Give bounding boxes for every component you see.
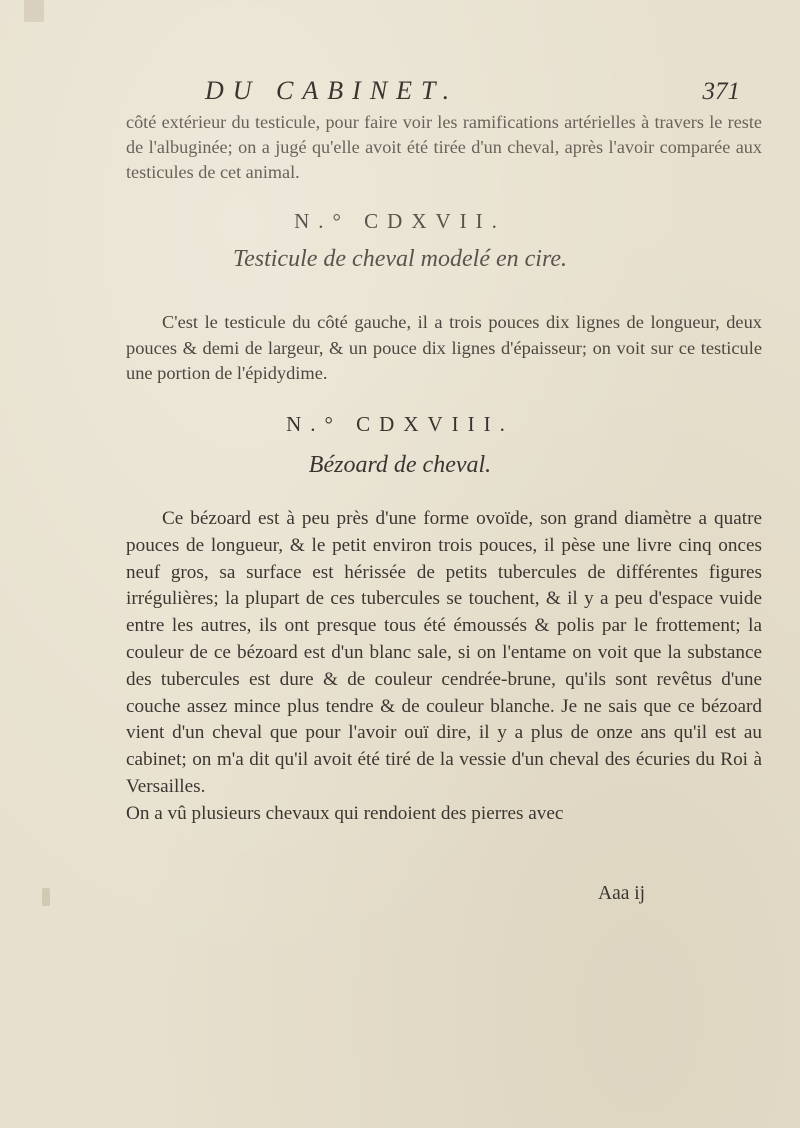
entry-number: N.° CDXVII. [294,209,506,233]
entry-title: Testicule de cheval modelé en cire. [232,246,568,272]
page-number: 371 [702,78,740,105]
signature-mark: Aaa ij [598,883,646,904]
entry-number: N.° CDXVIII. [286,412,514,436]
running-head [205,76,745,106]
entry-text [126,506,762,828]
paper-stain [24,0,44,22]
entry-text: C'est le testicule du côté gauche, il a trois pouces dix lignes de longueur, deux pouces & demi de largeur, & un pouce dix lignes d'épaisseur; on voit sur ce testicule une portion de l'épidydime. [126,312,762,384]
entry-text-body: Ce bézoard est à peu près d'une forme ovoïde, son grand diamètre a quatre pouces de longueur, & le petit environ trois pouces, il pèse une livre cinq onces neuf gros, sa surface est hérissée de petits tubercules de différentes figures irrégulières; la plupart de ces tubercules se touchent, & il y a peu d'espace vuide entre les autres, ils ont presque tous été émoussés & polis par le frottement; la couleur de ce bézoard est d'un blanc sale, si on l'entame on voit que la substance des tubercules est dure & de couleur cendrée-brune, qu'ils sont revêtus d'une couche assez mince plus tendre & de couleur blanche. Je ne sais que ce bézoard vient d'un cheval que pour l'avoir ouï dire, il y a plus de onze ans qu'il est au cabinet; on m'a dit qu'il avoit été tiré de la vessie d'un cheval des écuries du Roi à Versailles. [126,508,762,797]
running-title: DU CABINET. [205,76,459,105]
entry-title: Bézoard de cheval. [308,452,492,478]
entry-continuation: On a vû plusieurs chevaux qui rendoient des pierres avec [126,802,564,824]
paper-stain [42,888,50,906]
continuation-paragraph: côté extérieur du testicule, pour faire voir les ramifications artérielles à travers le reste de l'albuginée; on a jugé qu'elle avoit été tirée d'un cheval, après l'avoir comparée aux testicules de cet animal. [126,112,762,182]
